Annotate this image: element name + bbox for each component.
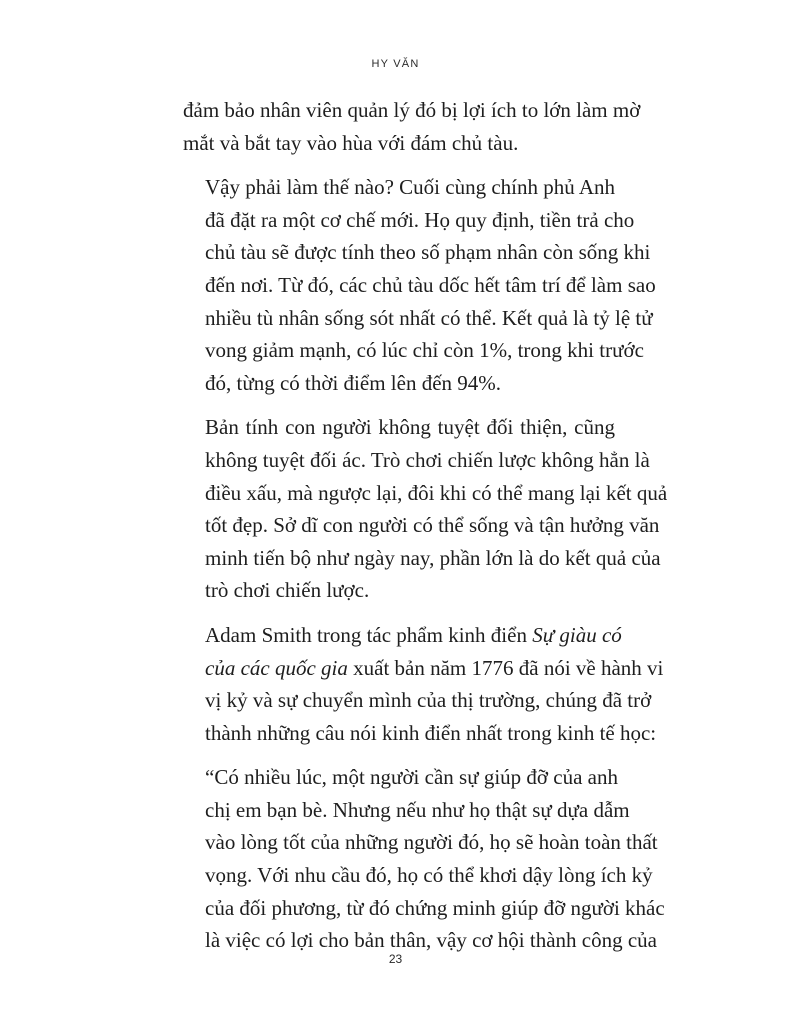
paragraph-2 [183,171,656,399]
text-line: nhiều tù nhân sống sót nhất có thể. Kết quả là tỷ lệ tử [205,305,653,330]
text-line: là việc có lợi cho bản thân, vậy cơ hội thành công của [205,928,657,953]
page-number: 23 [388,952,403,966]
text-line: đến nơi. Từ đó, các chủ tàu dốc hết tâm trí để làm sao [205,272,656,297]
text-line: không tuyệt đối ác. Trò chơi chiến lược không hẳn là [205,447,650,472]
text-line: tốt đẹp. Sở dĩ con người có thể sống và tận hưởng văn [205,513,660,538]
text-line: vào lòng tốt của những người đó, họ sẽ hoàn toàn thất [205,830,658,855]
text-line: đó, từng có thời điểm lên đến 94%. [205,370,502,395]
book-title-italic: của các quốc gia [205,655,348,680]
paragraph-5-quote [183,761,665,957]
text-line [183,652,664,685]
text-run: Adam Smith trong tác phẩm kinh điển [205,622,533,647]
text-line: chủ tàu sẽ được tính theo số phạm nhân còn sống khi [205,240,651,265]
paragraph-3 [183,411,668,607]
text-line: minh tiến bộ như ngày nay, phần lớn là do kết quả của [205,545,661,570]
text-line: Vậy phải làm thế nào? Cuối cùng chính phủ Anh [205,175,616,200]
text-run: xuất bản năm 1776 đã nói về hành vi [347,655,664,680]
text-line: điều xấu, mà ngược lại, đôi khi có thể mang lại kết quả [205,480,668,505]
text-line: vong giảm mạnh, có lúc chỉ còn 1%, trong khi trước [205,338,644,363]
text-line: mắt và bắt tay vào hùa với đám chủ tàu. [183,130,519,155]
text-line: đã đặt ra một cơ chế mới. Họ quy định, tiền trả cho [205,207,635,232]
text-line: của đối phương, từ đó chứng minh giúp đỡ người khác [205,895,665,920]
text-line: vị kỷ và sự chuyển mình của thị trường, chúng đã trở [205,688,652,713]
text-line: thành những câu nói kinh điển nhất trong kinh tế học: [205,720,657,745]
running-header: HY VĂN [371,58,420,70]
paragraph-1 [183,94,641,159]
text-line [183,619,622,652]
text-line: trò chơi chiến lược. [205,578,370,603]
text-line: đảm bảo nhân viên quản lý đó bị lợi ích to lớn làm mờ [183,98,641,122]
book-title-italic: Sự giàu có [532,622,622,647]
text-line: vọng. Với nhu cầu đó, họ có thể khơi dậy lòng ích kỷ [205,863,653,888]
text-line: Bản tính con người không tuyệt đối thiện, cũng [205,415,615,440]
body-text [183,94,668,969]
paragraph-4 [183,619,664,749]
text-line: “Có nhiều lúc, một người cần sự giúp đỡ của anh [205,765,618,790]
text-line: chị em bạn bè. Nhưng nếu như họ thật sự dựa dẫm [205,797,630,822]
